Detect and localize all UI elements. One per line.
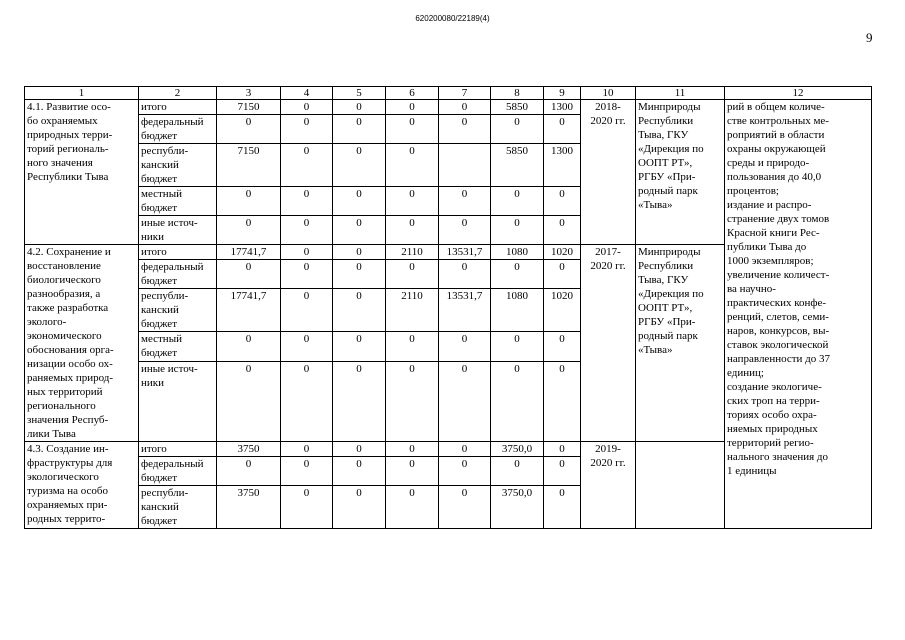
funding-value: 0 [491, 457, 544, 486]
program-table [24, 86, 872, 529]
funding-value: 0 [439, 216, 491, 245]
funding-value: 0 [217, 361, 281, 441]
funding-value: 0 [281, 361, 333, 441]
funding-source: республи- канский бюджет [139, 289, 217, 332]
activity-name: 4.2. Сохранение и восстановление биологического разнообразия, а также разработка эколого- экономического обоснования орга- низации особо ох- раняемых природ- ных территорий регионального значения Респуб- лики Тыва [25, 245, 139, 442]
funding-value: 0 [217, 187, 281, 216]
funding-value: 0 [439, 115, 491, 144]
period: 2017- 2020 гг. [581, 245, 636, 442]
funding-value: 0 [281, 486, 333, 529]
funding-value: 0 [333, 457, 386, 486]
funding-source: республи- канский бюджет [139, 486, 217, 529]
funding-value: 7150 [217, 100, 281, 115]
column-header: 4 [281, 87, 333, 100]
funding-value: 0 [333, 115, 386, 144]
funding-value: 0 [439, 486, 491, 529]
funding-value: 17741,7 [217, 289, 281, 332]
funding-value: 0 [544, 216, 581, 245]
funding-source: итого [139, 100, 217, 115]
column-header: 11 [636, 87, 725, 100]
funding-value: 1300 [544, 100, 581, 115]
funding-value: 0 [491, 332, 544, 361]
funding-value: 0 [491, 361, 544, 441]
funding-value: 3750,0 [491, 486, 544, 529]
funding-source: федеральный бюджет [139, 260, 217, 289]
funding-value: 2110 [386, 289, 439, 332]
funding-value: 0 [333, 144, 386, 187]
funding-value: 0 [386, 216, 439, 245]
funding-value: 0 [333, 332, 386, 361]
funding-source: местный бюджет [139, 187, 217, 216]
table-body [25, 87, 872, 529]
funding-value: 0 [281, 442, 333, 457]
funding-source: итого [139, 442, 217, 457]
funding-value: 0 [544, 442, 581, 457]
funding-value: 3750 [217, 486, 281, 529]
executor [636, 442, 725, 529]
funding-value: 0 [439, 332, 491, 361]
funding-value: 0 [281, 144, 333, 187]
header-row [25, 87, 872, 100]
column-header: 10 [581, 87, 636, 100]
funding-value: 1020 [544, 245, 581, 260]
executor: Минприроды Республики Тыва, ГКУ «Дирекция по ООПТ РТ», РГБУ «При- родный парк «Тыва» [636, 100, 725, 245]
funding-value: 17741,7 [217, 245, 281, 260]
funding-value: 0 [333, 289, 386, 332]
funding-value: 0 [217, 216, 281, 245]
column-header: 9 [544, 87, 581, 100]
funding-value: 0 [544, 361, 581, 441]
funding-value: 13531,7 [439, 289, 491, 332]
funding-value: 0 [333, 216, 386, 245]
funding-value: 0 [333, 100, 386, 115]
column-header: 2 [139, 87, 217, 100]
funding-value: 13531,7 [439, 245, 491, 260]
funding-value: 0 [281, 115, 333, 144]
funding-value: 0 [544, 115, 581, 144]
expected-results: рий в общем количе- стве контрольных ме- роприятий в области охраны окружающей среды и природо- пользования до 40,0 процентов; издание и распро- странение двух томов Красной книги Рес- публики Тыва до 1000 экземпляров; увеличение количест- ва научно- практических конфе- ренций, слетов, семи- наров, конкурсов, вы- ставок экологической направленности до 37 единиц; создание экологиче- ских троп на терри- ториях особо охра- няемых природных территорий регио- нального значения до 1 единицы [725, 100, 872, 529]
funding-value: 0 [544, 260, 581, 289]
funding-value: 0 [281, 187, 333, 216]
funding-value: 0 [491, 216, 544, 245]
funding-value: 0 [386, 486, 439, 529]
funding-value: 0 [439, 100, 491, 115]
funding-source: итого [139, 245, 217, 260]
funding-value: 1080 [491, 289, 544, 332]
funding-source: местный бюджет [139, 332, 217, 361]
executor: Минприроды Республики Тыва, ГКУ «Дирекция по ООПТ РТ», РГБУ «При- родный парк «Тыва» [636, 245, 725, 442]
funding-value: 0 [544, 187, 581, 216]
funding-value: 0 [333, 245, 386, 260]
funding-value: 0 [386, 144, 439, 187]
funding-source: иные источ- ники [139, 216, 217, 245]
funding-source: федеральный бюджет [139, 115, 217, 144]
funding-value: 0 [386, 260, 439, 289]
period: 2018- 2020 гг. [581, 100, 636, 245]
funding-value: 1020 [544, 289, 581, 332]
funding-value: 0 [439, 442, 491, 457]
funding-source: иные источ- ники [139, 361, 217, 441]
funding-value: 0 [386, 187, 439, 216]
funding-value: 0 [281, 332, 333, 361]
funding-value: 3750 [217, 442, 281, 457]
funding-value: 1080 [491, 245, 544, 260]
period: 2019- 2020 гг. [581, 442, 636, 529]
funding-value: 0 [333, 442, 386, 457]
funding-value: 0 [281, 457, 333, 486]
funding-value: 0 [217, 457, 281, 486]
funding-value: 0 [333, 187, 386, 216]
funding-value: 0 [491, 187, 544, 216]
funding-value: 3750,0 [491, 442, 544, 457]
column-header: 12 [725, 87, 872, 100]
funding-source: федеральный бюджет [139, 457, 217, 486]
funding-value: 5850 [491, 144, 544, 187]
funding-value: 0 [281, 216, 333, 245]
page-number: 9 [866, 30, 873, 45]
funding-value: 7150 [217, 144, 281, 187]
funding-source: республи- канский бюджет [139, 144, 217, 187]
activity-name: 4.1. Развитие осо- бо охраняемых природных терри- торий региональ- ного значения Республики Тыва [25, 100, 139, 245]
funding-value: 2110 [386, 245, 439, 260]
document-id: 620200080/22189(4) [415, 14, 490, 23]
funding-value [439, 144, 491, 187]
activity-name: 4.3. Создание ин- фраструктуры для экологического туризма на особо охраняемых при- родных террито- [25, 442, 139, 529]
funding-value: 0 [544, 332, 581, 361]
funding-value: 0 [386, 457, 439, 486]
funding-value: 0 [386, 100, 439, 115]
funding-value: 0 [491, 260, 544, 289]
column-header: 7 [439, 87, 491, 100]
funding-value: 0 [281, 260, 333, 289]
funding-value: 0 [386, 442, 439, 457]
funding-value: 0 [217, 115, 281, 144]
funding-value: 0 [217, 260, 281, 289]
column-header: 5 [333, 87, 386, 100]
column-header: 3 [217, 87, 281, 100]
funding-value: 0 [217, 332, 281, 361]
funding-value: 0 [544, 457, 581, 486]
funding-value: 0 [544, 486, 581, 529]
table-row [25, 100, 872, 115]
funding-value: 0 [491, 115, 544, 144]
funding-value: 0 [386, 332, 439, 361]
funding-value: 0 [333, 486, 386, 529]
column-header: 8 [491, 87, 544, 100]
funding-value: 0 [386, 361, 439, 441]
funding-value: 5850 [491, 100, 544, 115]
funding-value: 0 [281, 245, 333, 260]
column-header: 6 [386, 87, 439, 100]
column-header: 1 [25, 87, 139, 100]
funding-value: 0 [333, 260, 386, 289]
funding-value: 0 [439, 457, 491, 486]
funding-value: 0 [439, 260, 491, 289]
funding-value: 0 [281, 100, 333, 115]
funding-value: 0 [439, 187, 491, 216]
funding-value: 1300 [544, 144, 581, 187]
funding-value: 0 [439, 361, 491, 441]
funding-value: 0 [333, 361, 386, 441]
funding-value: 0 [386, 115, 439, 144]
funding-value: 0 [281, 289, 333, 332]
